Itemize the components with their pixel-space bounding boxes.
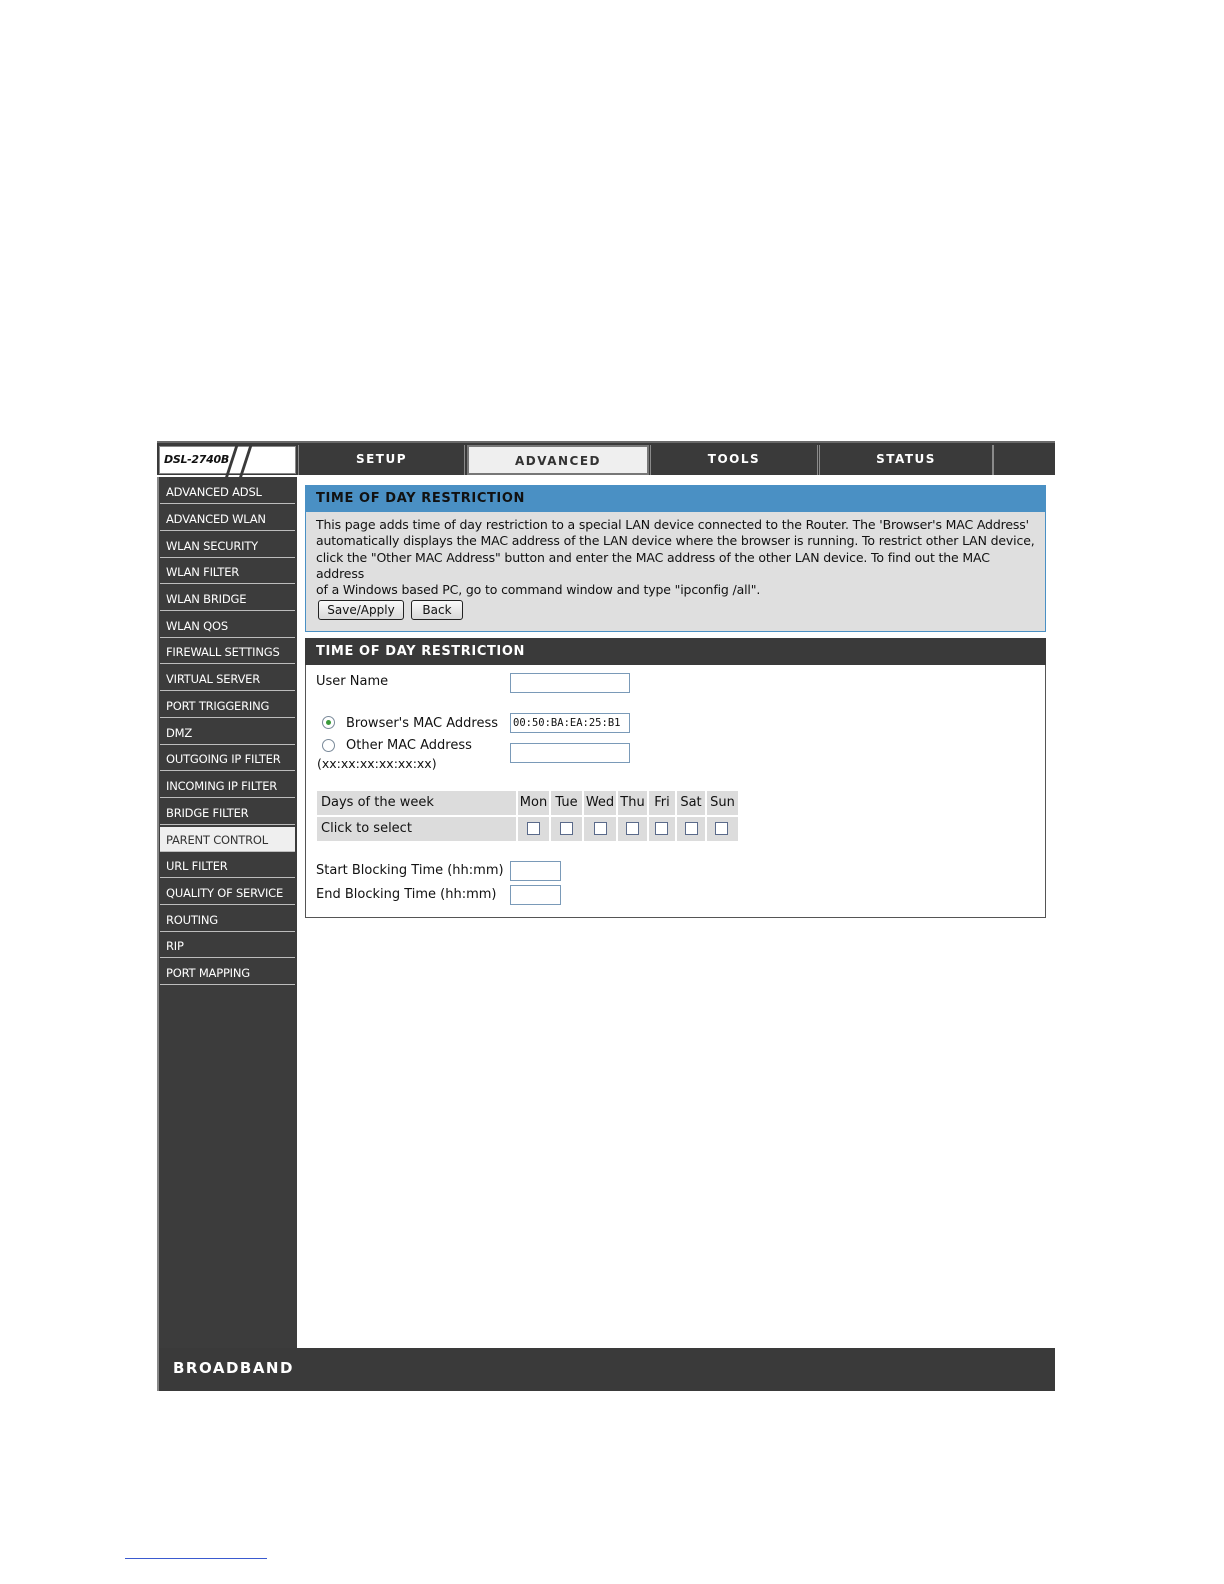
day-cell-tue <box>551 817 582 841</box>
day-cell-thu <box>618 817 647 841</box>
sidebar-item-port-triggering[interactable]: PORT TRIGGERING <box>160 693 295 718</box>
tab-status[interactable]: STATUS <box>819 445 993 475</box>
sidebar-item-incoming-ip-filter[interactable]: INCOMING IP FILTER <box>160 773 295 798</box>
days-of-week-label: Days of the week <box>317 791 516 815</box>
tab-advanced[interactable]: ADVANCED <box>467 445 649 475</box>
sidebar-item-outgoing-ip-filter[interactable]: OUTGOING IP FILTER <box>160 746 295 771</box>
info-description-line: of a Windows based PC, go to command window and type "ipconfig /all". <box>316 582 761 598</box>
info-panel-title: TIME OF DAY RESTRICTION <box>305 485 1046 512</box>
day-cell-wed <box>584 817 616 841</box>
sidebar-item-bridge-filter[interactable]: BRIDGE FILTER <box>160 800 295 825</box>
sidebar-item-wlan-filter[interactable]: WLAN FILTER <box>160 559 295 584</box>
sidebar-menu <box>157 477 297 1348</box>
logo-slash-decoration <box>238 445 252 479</box>
mac-format-hint: (xx:xx:xx:xx:xx:xx) <box>317 756 437 771</box>
top-navigation-bar <box>157 441 1055 475</box>
sidebar-item-wlan-bridge[interactable]: WLAN BRIDGE <box>160 586 295 611</box>
day-header-thu: Thu <box>618 791 647 815</box>
other-mac-input[interactable] <box>510 743 630 763</box>
checkbox-mon[interactable] <box>527 822 540 835</box>
back-button[interactable]: Back <box>411 600 463 620</box>
day-header-fri: Fri <box>649 791 675 815</box>
checkbox-thu[interactable] <box>626 822 639 835</box>
checkbox-tue[interactable] <box>560 822 573 835</box>
sidebar-item-quality-of-service[interactable]: QUALITY OF SERVICE <box>160 880 295 905</box>
sidebar-item-advanced-wlan[interactable]: ADVANCED WLAN <box>160 506 295 531</box>
sidebar-item-parent-control[interactable]: PARENT CONTROL <box>160 827 295 852</box>
sidebar-item-url-filter[interactable]: URL FILTER <box>160 853 295 878</box>
checkbox-sat[interactable] <box>685 822 698 835</box>
day-cell-sun <box>707 817 738 841</box>
day-header-sun: Sun <box>707 791 738 815</box>
checkbox-wed[interactable] <box>594 822 607 835</box>
form-panel-title: TIME OF DAY RESTRICTION <box>305 638 1046 665</box>
checkbox-sun[interactable] <box>715 822 728 835</box>
checkbox-fri[interactable] <box>655 822 668 835</box>
day-header-sat: Sat <box>677 791 705 815</box>
browser-mac-label: Browser's MAC Address <box>346 716 499 731</box>
device-model-label: DSL-2740B <box>164 453 229 466</box>
frame-border <box>157 477 159 1391</box>
device-logo <box>159 446 296 474</box>
save-apply-button[interactable]: Save/Apply <box>318 600 404 620</box>
browser-mac-input[interactable]: 00:50:BA:EA:25:B1 <box>510 713 630 733</box>
tab-setup[interactable]: SETUP <box>298 445 465 475</box>
info-description <box>316 517 1041 598</box>
other-mac-label: Other MAC Address <box>346 738 472 753</box>
tab-blank <box>993 445 1055 475</box>
day-header-tue: Tue <box>551 791 582 815</box>
sidebar-item-rip[interactable]: RIP <box>160 933 295 958</box>
sidebar-item-wlan-qos[interactable]: WLAN QOS <box>160 613 295 638</box>
sidebar-item-dmz[interactable]: DMZ <box>160 720 295 745</box>
sidebar-item-advanced-adsl[interactable]: ADVANCED ADSL <box>160 479 295 504</box>
sidebar-item-virtual-server[interactable]: VIRTUAL SERVER <box>160 666 295 691</box>
info-description-line: automatically displays the MAC address of the LAN device where the browser is running. To restrict other LAN device, <box>316 533 1035 549</box>
user-name-input[interactable] <box>510 673 630 693</box>
footer-bar <box>157 1348 1055 1391</box>
click-to-select-label: Click to select <box>317 817 516 841</box>
sidebar-item-wlan-security[interactable]: WLAN SECURITY <box>160 533 295 558</box>
footnote-separator <box>125 1558 267 1559</box>
end-time-label: End Blocking Time (hh:mm) <box>316 887 497 902</box>
start-time-label: Start Blocking Time (hh:mm) <box>316 863 504 878</box>
day-cell-mon <box>518 817 549 841</box>
router-admin-page <box>157 441 1055 1391</box>
day-cell-sat <box>677 817 705 841</box>
browser-mac-radio[interactable] <box>322 716 335 729</box>
day-header-wed: Wed <box>584 791 616 815</box>
days-of-week-table <box>317 791 738 843</box>
info-description-line: This page adds time of day restriction to a special LAN device connected to the Router. The 'Browser's MAC Address' <box>316 517 1029 532</box>
start-time-input[interactable] <box>510 861 561 881</box>
other-mac-radio[interactable] <box>322 739 335 752</box>
sidebar-item-routing[interactable]: ROUTING <box>160 907 295 932</box>
sidebar-item-firewall-settings[interactable]: FIREWALL SETTINGS <box>160 639 295 664</box>
day-cell-fri <box>649 817 675 841</box>
day-header-mon: Mon <box>518 791 549 815</box>
user-name-label: User Name <box>316 674 389 689</box>
info-description-line: click the "Other MAC Address" button and enter the MAC address of the other LAN device. To find out the MAC address <box>316 549 990 581</box>
tab-tools[interactable]: TOOLS <box>650 445 818 475</box>
footer-brand-label: BROADBAND <box>173 1359 294 1377</box>
sidebar-item-port-mapping[interactable]: PORT MAPPING <box>160 960 295 985</box>
end-time-input[interactable] <box>510 885 561 905</box>
